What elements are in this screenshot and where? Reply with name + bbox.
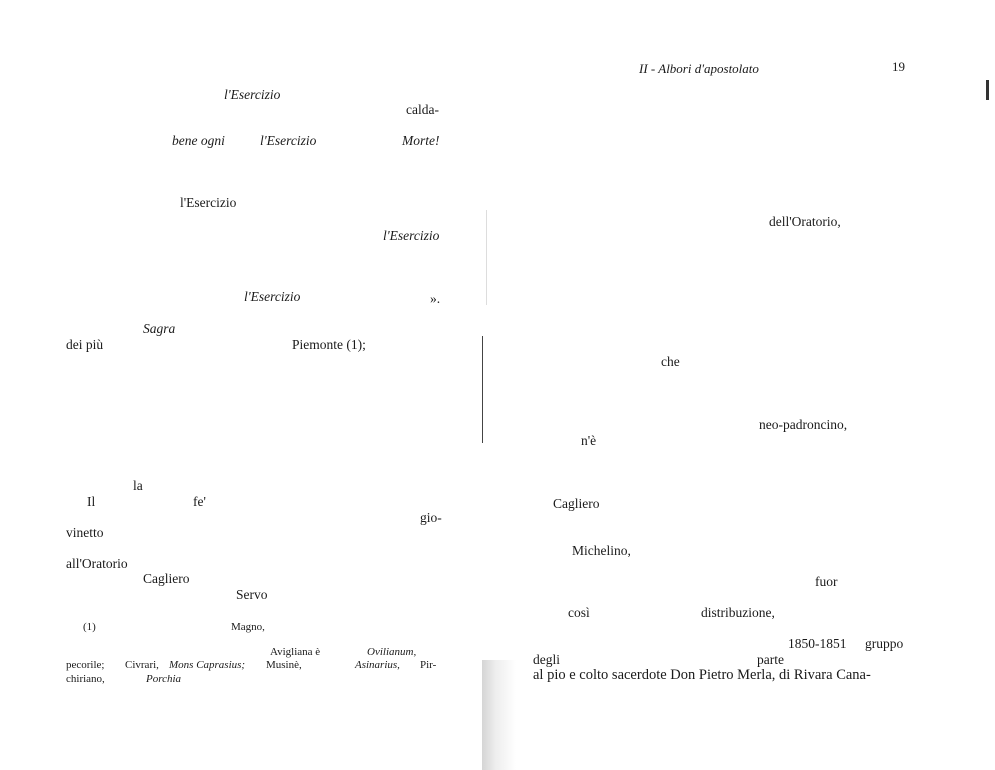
text-fragment: Morte! bbox=[402, 133, 440, 148]
footnote-text: Asinarius, bbox=[355, 659, 400, 671]
text-fragment: degli bbox=[533, 652, 560, 667]
left-page bbox=[0, 0, 482, 770]
running-head: II - Albori d'apostolato bbox=[639, 61, 759, 76]
text-fragment: l'Esercizio bbox=[180, 195, 237, 210]
text-fragment: distribuzione, bbox=[701, 605, 775, 620]
footnote-text: Civrari, bbox=[125, 659, 159, 671]
text-fragment: vinetto bbox=[66, 525, 104, 540]
footnote-marker: (1) bbox=[83, 621, 96, 633]
text-fragment: l'Esercizio bbox=[383, 228, 440, 243]
text-fragment: dei più bbox=[66, 337, 104, 352]
text-fragment: gruppo bbox=[865, 636, 904, 651]
page-number: 19 bbox=[892, 59, 905, 74]
footnote-text: Magno, bbox=[231, 621, 265, 633]
text-fragment: fuor bbox=[815, 574, 838, 589]
text-fragment: Sagra bbox=[143, 321, 176, 336]
text-fragment: Cagliero bbox=[143, 571, 190, 586]
gutter-rule bbox=[482, 336, 483, 443]
text-fragment: calda- bbox=[406, 102, 439, 117]
footnote-text: Avigliana è bbox=[270, 646, 321, 658]
footnote-text: pecorile; bbox=[66, 659, 105, 671]
text-fragment: 1850-1851 bbox=[788, 636, 847, 651]
text-fragment: all'Oratorio bbox=[66, 556, 128, 571]
footnote-text: Mons Caprasius; bbox=[169, 659, 246, 671]
text-fragment: neo-padroncino, bbox=[759, 417, 848, 432]
text-fragment: gio- bbox=[420, 510, 442, 525]
binding-shadow bbox=[482, 660, 516, 770]
footnote-text: Ovilianum, bbox=[367, 646, 417, 658]
footnote-text: chiriano, bbox=[66, 673, 105, 685]
gutter-shadow bbox=[486, 210, 487, 305]
text-fragment: l'Esercizio bbox=[224, 87, 281, 102]
page-edge-mark bbox=[986, 80, 989, 100]
footnote-text: Porchia bbox=[146, 673, 182, 685]
text-fragment: parte bbox=[757, 652, 784, 667]
footnote-text: Musinè, bbox=[266, 659, 302, 671]
text-fragment: che bbox=[661, 354, 680, 369]
text-fragment: Michelino, bbox=[572, 543, 631, 558]
text-fragment: così bbox=[568, 605, 590, 620]
text-fragment: Cagliero bbox=[553, 496, 600, 511]
text-fragment: ». bbox=[430, 291, 441, 306]
text-fragment: Piemonte (1); bbox=[292, 337, 366, 352]
text-fragment: n'è bbox=[581, 433, 597, 448]
text-fragment: bene ogni bbox=[172, 133, 225, 148]
right-page bbox=[482, 0, 995, 770]
text-fragment: la bbox=[133, 478, 143, 493]
text-fragment: Il bbox=[87, 494, 96, 509]
text-line: al pio e colto sacerdote Don Pietro Merla, di Rivara Cana- bbox=[533, 667, 871, 683]
text-fragment: dell'Oratorio, bbox=[769, 214, 841, 229]
text-fragment: Servo bbox=[236, 587, 268, 602]
text-fragment: l'Esercizio bbox=[260, 133, 317, 148]
footnote-text: Pir- bbox=[420, 659, 437, 671]
text-fragment: fe' bbox=[193, 494, 206, 509]
text-fragment: l'Esercizio bbox=[244, 289, 301, 304]
